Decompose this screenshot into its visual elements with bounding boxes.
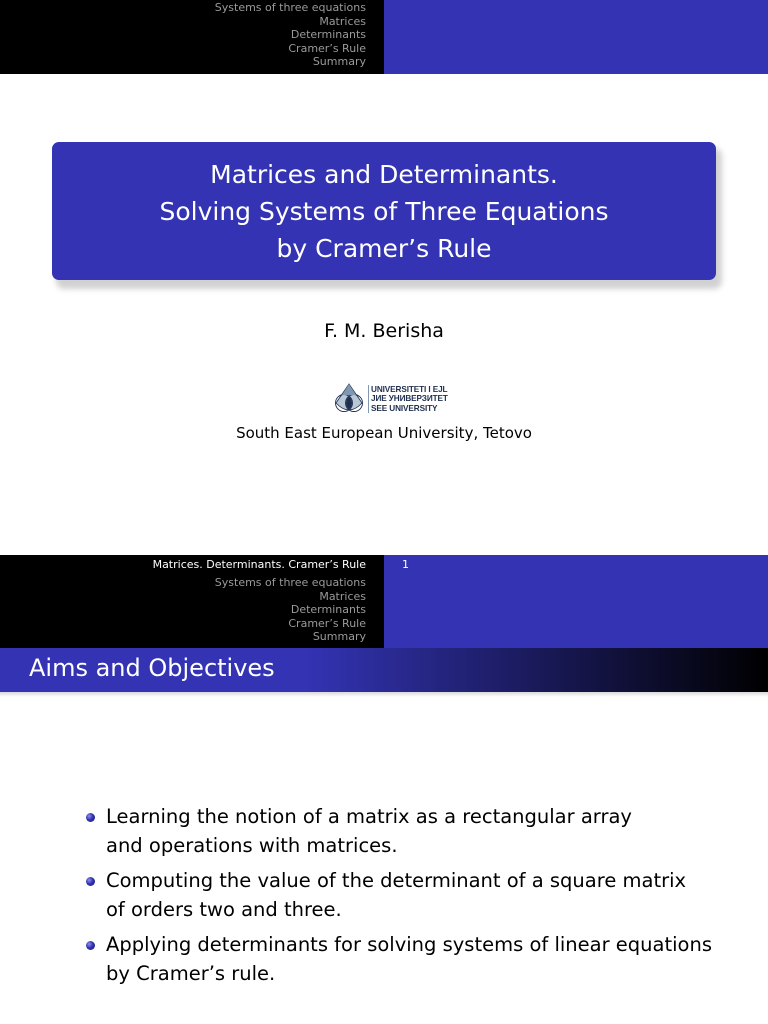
headline-blue-panel — [384, 0, 768, 74]
headline-nav-panel — [0, 0, 384, 74]
nav-item-summary[interactable]: Summary — [312, 55, 366, 69]
university-emblem-icon — [332, 382, 366, 416]
title-box — [52, 142, 716, 280]
section-nav — [215, 576, 366, 644]
presentation-title-line-3: by Cramer’s Rule — [276, 233, 492, 263]
presentation-title-line-2: Solving Systems of Three Equations — [159, 196, 609, 226]
bullet-icon — [86, 877, 95, 886]
author: F. M. Berisha — [324, 320, 444, 342]
headline-blue-panel — [384, 555, 768, 648]
logo-line-2: ЈИЕ УНИВЕРЗИТЕТ — [371, 394, 448, 404]
headline-nav-panel — [0, 555, 384, 648]
frame-title: Aims and Objectives — [29, 654, 275, 682]
list-item — [86, 931, 726, 988]
list-item — [86, 867, 726, 924]
logo-line-1: UNIVERSITETI I EJL — [371, 384, 448, 394]
nav-item-systems[interactable]: Systems of three equations — [214, 576, 366, 589]
logo-line-3: SEE UNIVERSITY — [371, 403, 438, 413]
institute: South East European University, Tetovo — [236, 424, 532, 442]
nav-item-systems[interactable]: Systems of three equations — [214, 1, 366, 14]
nav-item-matrices[interactable]: Matrices — [319, 14, 366, 28]
logo-wordmark — [368, 385, 448, 414]
presentation-title-line-1: Matrices and Determinants. — [210, 159, 558, 189]
bullet-text-line-2: and operations with matrices. — [106, 833, 398, 857]
bullet-text-line-1: Learning the notion of a matrix as a rectangular array — [106, 805, 632, 828]
slide1-headline — [0, 0, 768, 74]
list-item — [86, 803, 726, 860]
objectives-list — [86, 803, 726, 995]
nav-item-determinants[interactable]: Determinants — [290, 28, 366, 42]
page-number: 1 — [402, 558, 409, 571]
bullet-icon — [86, 813, 95, 822]
bullet-icon — [86, 941, 95, 950]
bullet-text-line-2: by Cramer’s rule. — [106, 961, 276, 985]
nav-item-matrices[interactable]: Matrices — [319, 589, 366, 603]
bullet-text-line-1: Computing the value of the determinant of a square matrix — [106, 869, 687, 892]
frame-title-shadow — [0, 692, 768, 697]
deck-short-title[interactable]: Matrices. Determinants. Cramer’s Rule — [152, 558, 366, 571]
nav-item-determinants[interactable]: Determinants — [290, 603, 366, 617]
nav-item-cramers-rule[interactable]: Cramer’s Rule — [288, 616, 366, 630]
slide2-headline — [0, 555, 768, 648]
nav-item-cramers-rule[interactable]: Cramer’s Rule — [288, 41, 366, 55]
university-logo — [332, 381, 448, 417]
nav-item-summary[interactable]: Summary — [312, 630, 366, 644]
section-nav — [215, 1, 366, 69]
bullet-text-line-2: of orders two and three. — [106, 897, 342, 921]
frame-title-bar — [0, 648, 768, 692]
bullet-text-line-1: Applying determinants for solving systems of linear equations — [106, 933, 712, 956]
